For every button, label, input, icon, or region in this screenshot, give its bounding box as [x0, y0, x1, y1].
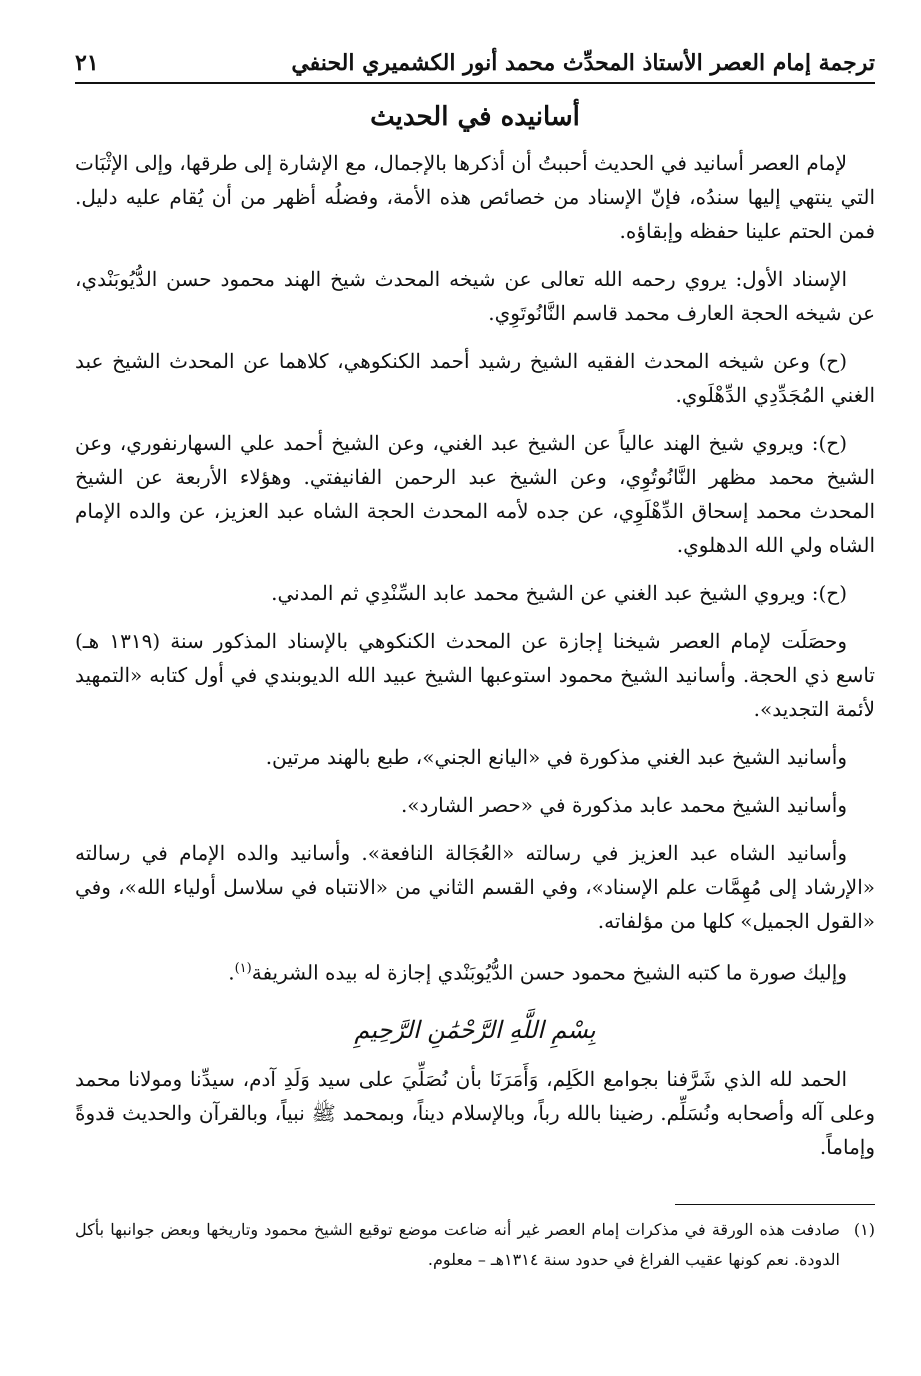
section-title: أسانيده في الحديث [370, 102, 580, 132]
basmala: بِسْمِ اللَّهِ الرَّحْمَٰنِ الرَّحِيمِ [354, 1015, 596, 1044]
footnote-number: (١) [853, 1219, 875, 1239]
paragraph-first-isnad: الإسناد الأول: يروي رحمه الله تعالى عن شيخه المحدث شيخ الهند محمود حسن الدُّيُوبَنْدي، عن شيخه الحجة العارف محمد قاسم النَّانُوتَوِي. [75, 267, 875, 325]
footnote-divider [675, 1204, 875, 1205]
paragraph-isnad-4: (ح): ويروي الشيخ عبد الغني عن الشيخ محمد عابد السِّنْدِي ثم المدني. [271, 581, 847, 605]
paragraph-isnad-3: (ح): ويروي شيخ الهند عالياً عن الشيخ عبد الغني، وعن الشيخ أحمد علي السهارنفوري، وعن الشيخ محمد مظهر النَّانُوتُوِي، وعن الشيخ عبد الرحمن الفانيفتي. وهؤلاء الأربعة عن الشيخ المحدث محمد إسحاق الدِّهْلَوِي، عن جده لأمه المحدث الحجة الشاه عبد العزيز، عن والده الإمام الشاه ولي الله الدهلوي. [75, 431, 875, 557]
paragraph-shah-sources: وأسانيد الشاه عبد العزيز في رسالته «العُجَالة النافعة». وأسانيد والده الإمام في رسالته «الإرشاد إلى مُهِمَّات علم الإسناد»، وفي القسم الثاني من «الانتباه في سلاسل أولياء الله»، وفي «القول الجميل» كلها من مؤلفاته. [75, 841, 875, 933]
paragraph-ijaza-image-intro: وإليك صورة ما كتبه الشيخ محمود حسن الدُّيُوبَنْدي إجازة له بيده الشريفة$^{(١)}$. [228, 960, 847, 985]
paragraph-ijaza: وحصَلَت لإمام العصر شيخنا إجازة عن المحدث الكنكوهي بالإسناد المذكور سنة (١٣١٩ هـ) تاسع ذي الحجة. وأسانيد الشيخ محمود استوعبها الشيخ عبيد الله الديوبندي في أول كتابه «التمهيد لأئمة التجديد». [75, 629, 875, 721]
document-page [75, 50, 875, 1275]
paragraph-intro: لإمام العصر أسانيد في الحديث أحببتُ أن أذكرها بالإجمال، مع الإشارة إلى طرقها، وإلى الإثْبَات التي ينتهي إليها سندُه، فإنّ الإسناد من خصائص هذه الأمة، وفضلُه أظهر من أن يُقام عليه دليل. فمن الحتم علينا حفظه وإبقاؤه. [75, 151, 875, 243]
footnote-marker[interactable]: (١) [234, 961, 252, 976]
paragraph-isnad-2: (ح) وعن شيخه المحدث الفقيه الشيخ رشيد أحمد الكنكوهي، كلاهما عن المحدث الشيخ عبد الغني المُجَدِّدِي الدِّهْلَوي. [75, 349, 875, 407]
running-header [75, 50, 875, 84]
page-number: ٢١ [75, 50, 99, 76]
running-title: ترجمة إمام العصر الأستاذ المحدِّث محمد أنور الكشميري الحنفي [291, 50, 875, 76]
paragraph-abdulghani-sources: وأسانيد الشيخ عبد الغني مذكورة في «اليانع الجني»، طبع بالهند مرتين. [265, 745, 847, 769]
paragraph-ijaza-image-text: وإليك صورة ما كتبه الشيخ محمود حسن الدُّيُوبَنْدي إجازة له بيده الشريفة [251, 960, 847, 985]
paragraph-hamd: الحمد لله الذي شَرَّفنا بجوامع الكَلِم، وَأَمَرَنَا بأن نُصَلِّيَ على سيد وَلَدِ آدم، سيدِّنا ومولانا محمد وعلى آله وأصحابه ونُسَلِّم. رضينا بالله رباً، وبالإسلام ديناً، وبمحمد ﷺ نبياً، وبالقرآن والحديث قدوةً وإماماً. [75, 1066, 875, 1159]
paragraph-abid-sources: وأسانيد الشيخ محمد عابد مذكورة في «حصر الشارد». [400, 793, 847, 817]
footnote-text: صادفت هذه الورقة في مذكرات إمام العصر غير أنه ضاعت موضع توقيع الشيخ محمود وتاريخها وبعض جوانبها بأكل الدودة. نعم كونها عقيب الفراغ في حدود سنة ١٣١٤هـ – معلوم. [75, 1219, 840, 1269]
footnote [75, 1215, 875, 1275]
